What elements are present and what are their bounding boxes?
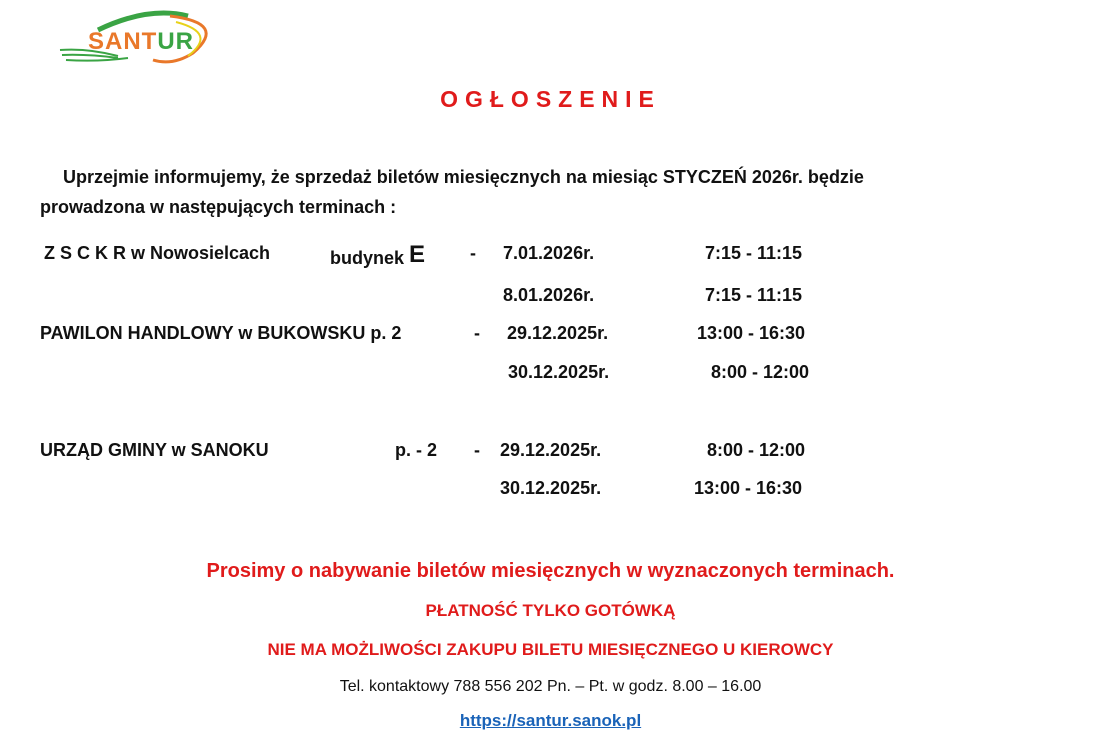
time: 7:15 - 11:15 <box>705 285 803 305</box>
dash: - <box>470 243 476 263</box>
website-link[interactable]: https://santur.sanok.pl <box>459 711 642 730</box>
date: 29.12.2025r. <box>507 323 609 343</box>
date: 7.01.2026r. <box>503 243 595 263</box>
location-building: budynek E <box>330 241 426 268</box>
location-name: URZĄD GMINY w SANOKU <box>40 440 269 460</box>
location-room: p. - 2 <box>395 440 438 460</box>
contact-info: Tel. kontaktowy 788 556 202 Pn. – Pt. w godz. 8.00 – 16.00 <box>339 678 762 695</box>
location-name: Z S C K R w Nowosielcach <box>44 243 271 263</box>
dash: - <box>474 440 480 460</box>
dash: - <box>474 323 480 343</box>
date: 30.12.2025r. <box>500 478 602 498</box>
time: 13:00 - 16:30 <box>697 323 806 343</box>
notice-purchase: Prosimy o nabywanie biletów miesięcznych w wyznaczonych terminach. <box>206 560 895 582</box>
logo-text: SANTUR <box>88 28 195 55</box>
notice-driver: NIE MA MOŻLIWOŚCI ZAKUPU BILETU MIESIĘCZNEGO U KIEROWCY <box>267 640 834 659</box>
time: 8:00 - 12:00 <box>707 440 806 460</box>
time: 7:15 - 11:15 <box>705 243 803 263</box>
page-title: OGŁOSZENIE <box>440 86 661 112</box>
date: 30.12.2025r. <box>508 362 610 382</box>
date: 29.12.2025r. <box>500 440 602 460</box>
time: 13:00 - 16:30 <box>694 478 803 498</box>
notice-payment: PŁATNOŚĆ TYLKO GOTÓWKĄ <box>425 601 676 620</box>
time: 8:00 - 12:00 <box>711 362 810 382</box>
intro-line-2: prowadzona w następujących terminach : <box>40 197 397 217</box>
location-name: PAWILON HANDLOWY w BUKOWSKU p. 2 <box>40 323 402 343</box>
intro-line-1: Uprzejmie informujemy, że sprzedaż biletów miesięcznych na miesiąc STYCZEŃ 2026r. będzie <box>63 167 864 187</box>
date: 8.01.2026r. <box>503 285 595 305</box>
website-row <box>0 711 1101 731</box>
